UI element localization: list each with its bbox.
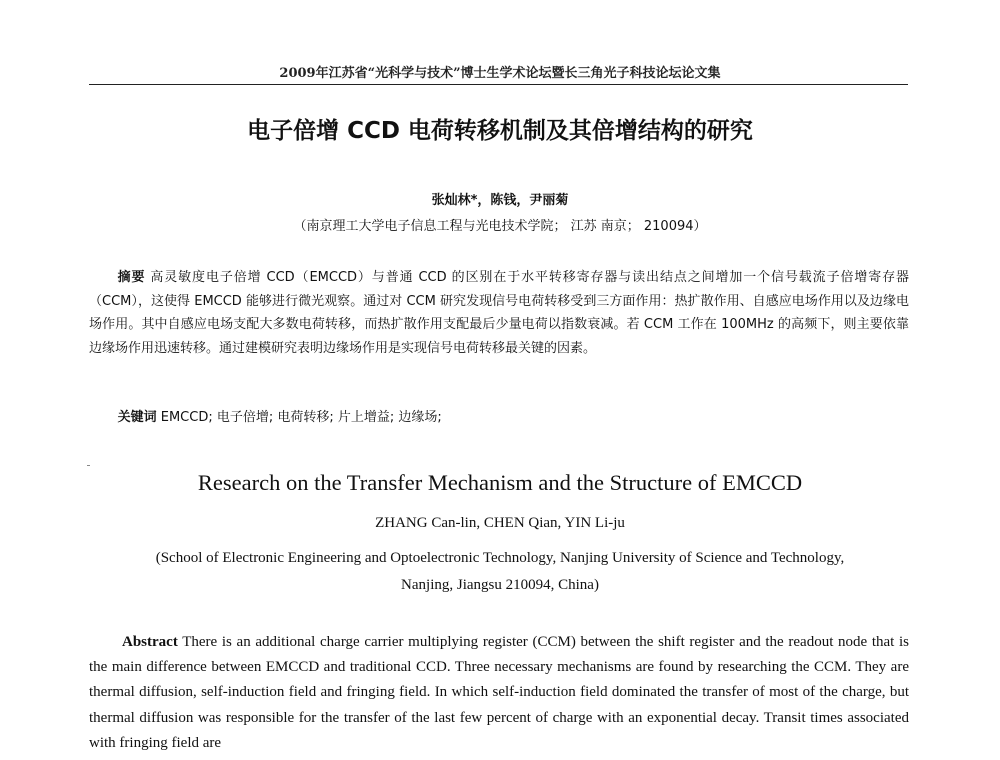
running-header: 2009年江苏省“光科学与技术”博士生学术论坛暨长三角光子科技论坛论文集 [279,66,721,81]
cn-affiliation: （南京理工大学电子信息工程与光电技术学院； 江苏 南京； 210094） [293,219,707,234]
cn-title: 电子倍增 CCD 电荷转移机制及其倍增结构的研究 [247,118,753,144]
en-authors: ZHANG Can-lin, CHEN Qian, YIN Li-ju [375,515,625,531]
en-title: Research on the Transfer Mechanism and the Structure of EMCCD [197,470,803,495]
en-abstract [89,630,909,756]
cn-abstract-text: 高灵敏度电子倍增 CCD（EMCCD）与普通 CCD 的区别在于水平转移寄存器与读出结点之间增加一个信号载流子倍增寄存器（CCM），这使得 EMCCD 能够进行微光观察。通过对 CCM 研究发现信号电荷转移受到三方面作用：热扩散作用、自感应电场作用以及边缘电场作用。其中自感应电场支配大多数电荷转移，而热扩散作用支配最后少量电荷以指数衰减。若 CCM 工作在 100MHz 的高频下，则主要依靠边缘场作用迅速转移。通过建模研究表明边缘场作用是实现信号电荷转移最关键的因素。 [89,270,909,356]
en-affiliation-line1: (School of Electronic Engineering and Optoelectronic Technology, Nanjing University of Science and Technology, [155,550,845,566]
en-affiliation-line2: Nanjing, Jiangsu 210094, China) [401,577,599,593]
cn-keywords [89,406,909,425]
en-abstract-text: There is an additional charge carrier multiplying register (CCM) between the shift register and the readout node that is the main difference between EMCCD and traditional CCD. Three necessary mechanisms are found by researching the CCM. They are thermal diffusion, self-induction field and fringing field. In which self-induction field dominated the transfer of most of the charge, but thermal diffusion was responsible for the transfer of the last few percent of charge with an exponential decay. Transit times associated with fringing field are [89,634,910,751]
cn-abstract [89,266,909,360]
en-affiliation [0,545,1000,599]
en-abstract-label: Abstract [122,634,178,650]
stray-mark [87,465,90,466]
cn-authors: 张灿林*，陈钱，尹丽菊 [431,193,569,208]
cn-keywords-text: EMCCD; 电子倍增; 电荷转移; 片上增益; 边缘场; [160,410,442,425]
cn-abstract-label: 摘要 [117,270,146,285]
header-rule [89,84,908,85]
cn-keywords-label: 关键词 [117,410,157,425]
